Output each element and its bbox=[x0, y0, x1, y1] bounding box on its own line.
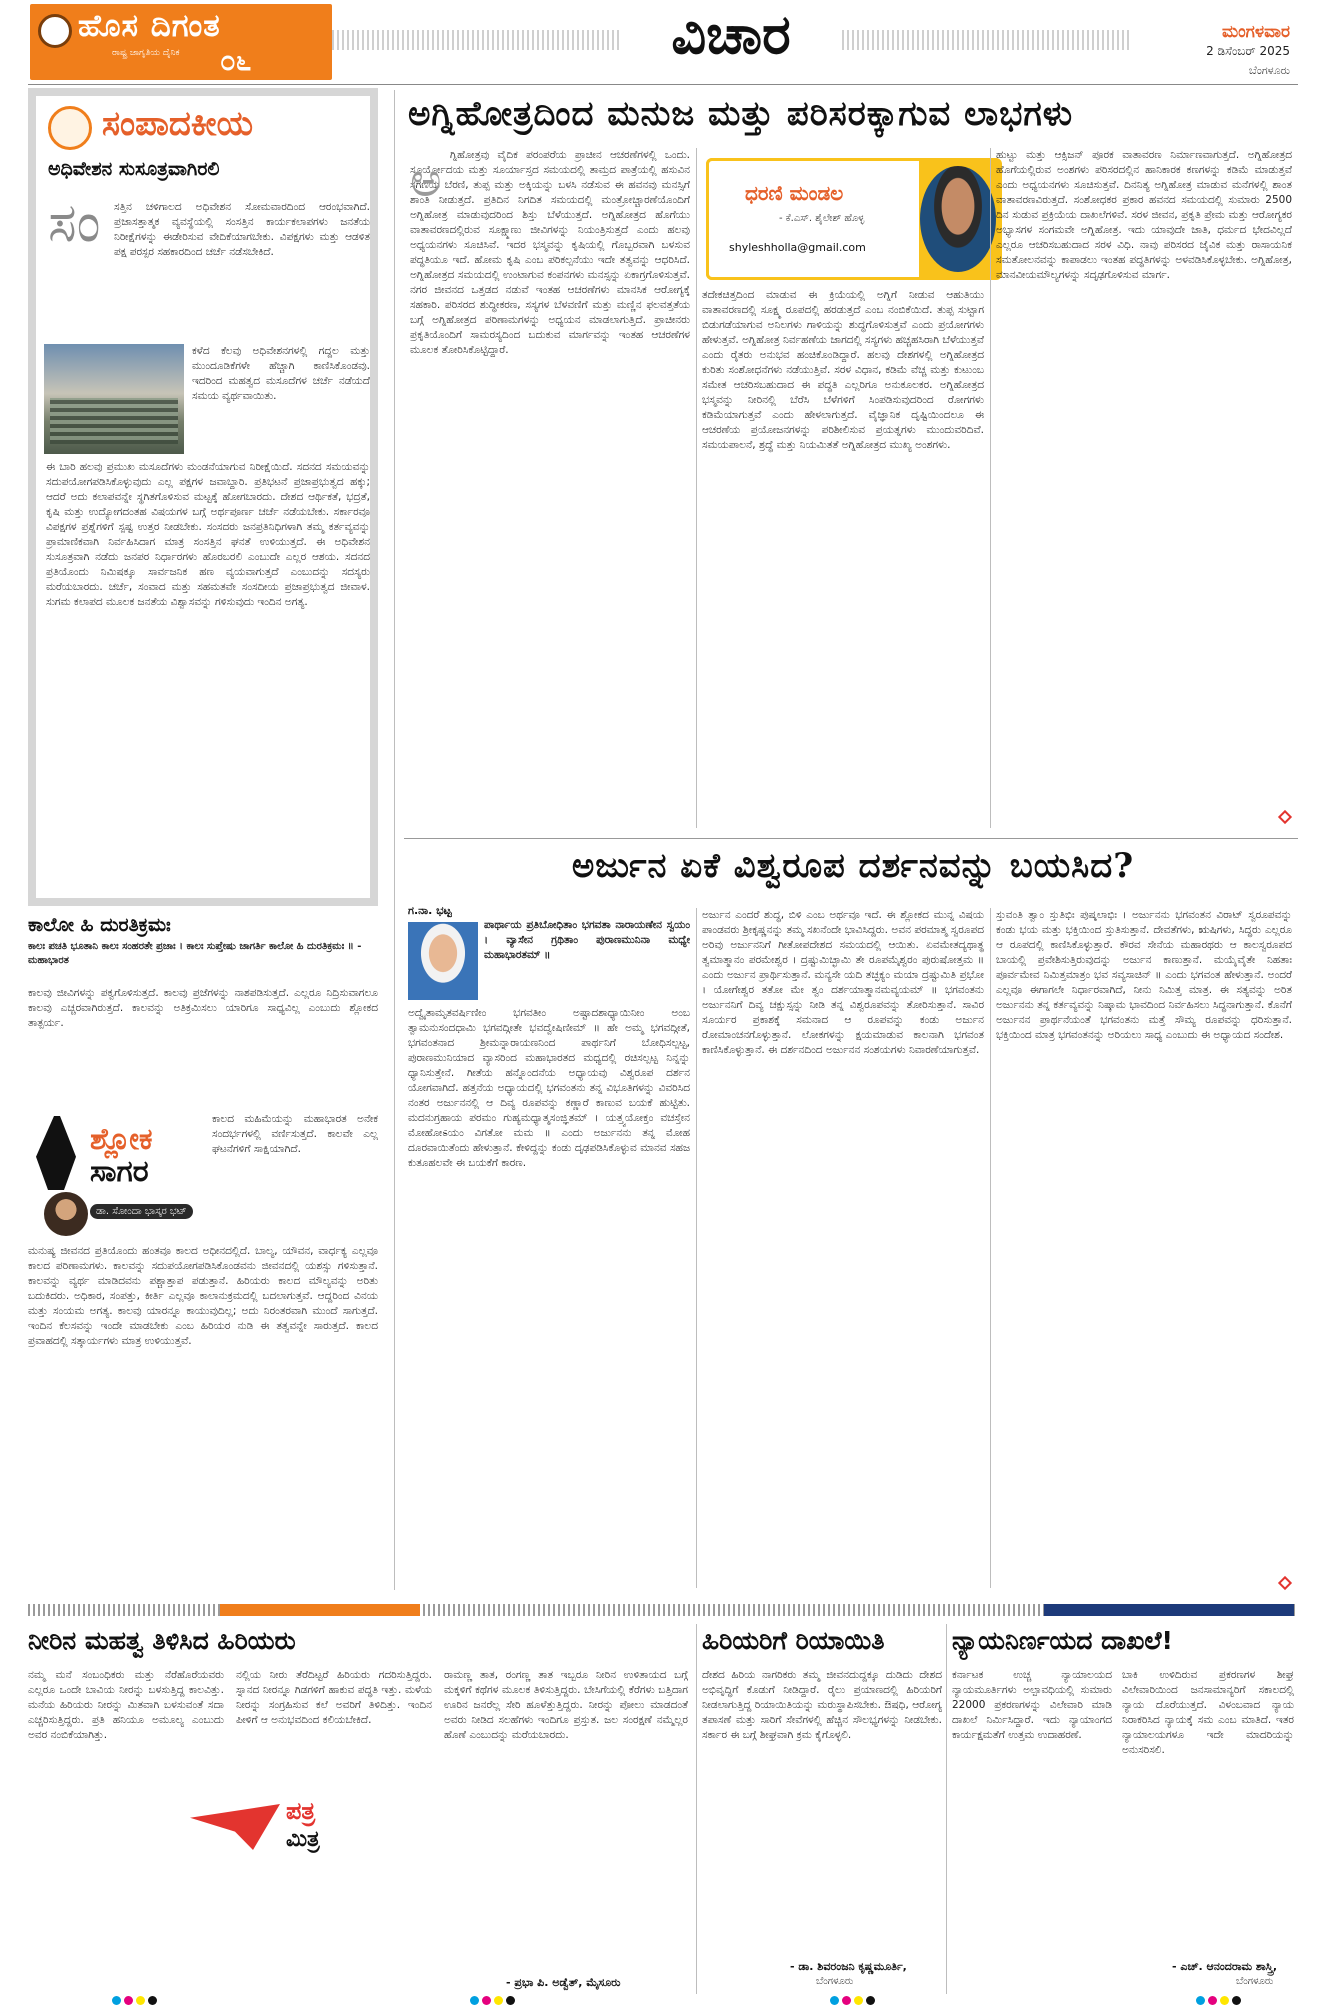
editorial-label: ಸಂಪಾದಕೀಯ bbox=[102, 104, 253, 144]
article-arjuna-author: ಗ.ನಾ. ಭಟ್ಟ bbox=[408, 904, 452, 917]
letter-justice-col-1: ಕರ್ನಾಟಕ ಉಚ್ಚ ನ್ಯಾಯಾಲಯದ ನ್ಯಾಯಮೂರ್ತಿಗಳು ಅಲ್ಪಾವಧಿಯಲ್ಲಿ ಸುಮಾರು 22000 ಪ್ರಕರಣಗಳನ್ನು ವಿಲೇವಾರಿ ಮಾಡಿ ದಾಖಲೆ ನಿರ್ಮಿಸಿದ್ದಾರೆ. ಇದು ನ್ಯಾಯಾಂಗದ ಕಾರ್ಯಕ್ಷಮತೆಗೆ ಉತ್ತಮ ಉದಾಹರಣೆ. bbox=[952, 1669, 1112, 1741]
column-name: ಧರಣಿ ಮಂಡಲ bbox=[745, 181, 844, 205]
article-arjuna-verse: ಪಾರ್ಥಾಯ ಪ್ರತಿಬೋಧಿತಾಂ ಭಗವತಾ ನಾರಾಯಣೇನ ಸ್ವಯಂ । ವ್ಯಾಸೇನ ಗ್ರಥಿತಾಂ ಪುರಾಣಮುನಿನಾ ಮಧ್ಯೇ ಮಹಾಭಾರತಮ್ ॥ bbox=[484, 919, 690, 961]
article-agnihotra-col-2: ತದೇಕಚಿತ್ತದಿಂದ ಮಾಡುವ ಈ ಕ್ರಿಯೆಯಲ್ಲಿ ಅಗ್ನಿಗೆ ನೀಡುವ ಆಹುತಿಯು ವಾತಾವರಣದಲ್ಲಿ ಸೂಕ್ಷ್ಮ ರೂಪದಲ್ಲಿ ಹರಡುತ್ತದೆ ಎಂಬ ನಂಬಿಕೆಯಿದೆ. ತುಪ್ಪ ಸುಟ್ಟಾಗ ಬಿಡುಗಡೆಯಾಗುವ ಅನಿಲಗಳು ಗಾಳಿಯನ್ನು ಶುದ್ಧಗೊಳಿಸುತ್ತವೆ ಎಂದು ಪ್ರಯೋಗಗಳು ಹೇಳುತ್ತವೆ. ಅಗ್ನಿಹೋತ್ರ ನಿರ್ವಹಣೆಯ ಜಾಗದಲ್ಲಿ ಸಸ್ಯಗಳು ಹಚ್ಚಹಸಿರಾಗಿ ಬೆಳೆಯುತ್ತವೆ ಎಂದು ರೈತರು ಅನುಭವ ಹಂಚಿಕೊಂಡಿದ್ದಾರೆ. ಹಲವು ದೇಶಗಳಲ್ಲಿ ಅಗ್ನಿಹೋತ್ರದ ಕುರಿತು ಸಂಶೋಧನೆಗಳು ನಡೆಯುತ್ತಿವೆ. ಸರಳ ವಿಧಾನ, ಕಡಿಮೆ ವೆಚ್ಚ ಮತ್ತು ಕುಟುಂಬ ಸಮೇತ ಆಚರಿಸಬಹುದಾದ ಈ ಪದ್ಧತಿ ಎಲ್ಲರಿಗೂ ಅನುಕೂಲಕರ. ಅಗ್ನಿಹೋತ್ರದ ಭಸ್ಮವನ್ನು ನೀರಿನಲ್ಲಿ ಬೆರೆಸಿ ಬೆಳೆಗಳಿಗೆ ಸಿಂಪಡಿಸುವುದರಿಂದ ರೋಗಗಳು ಕಡಿಮೆಯಾಗುತ್ತವೆ ಎಂದು ಹೇಳಲಾಗುತ್ತದೆ. ವೈಜ್ಞಾನಿಕ ದೃಷ್ಟಿಯಿಂದಲೂ ಈ ಆಚರಣೆಯ ಪ್ರಯೋಜನಗಳನ್ನು ಪರಿಶೀಲಿಸುವ ಪ್ರಯತ್ನಗಳು ಮುಂದುವರಿದಿವೆ. ಸಮಯಪಾಲನೆ, ಶ್ರದ್ಧೆ ಮತ್ತು ನಿಯಮಿತತೆ ಅಗ್ನಿಹೋತ್ರದ ಮುಖ್ಯ ಅಂಶಗಳು. bbox=[702, 289, 984, 451]
hatch-divider-left bbox=[332, 30, 622, 50]
letter-elders-signature: - ಡಾ. ಶಿವರಂಜನಿ ಕೃಷ್ಣಮೂರ್ತಿ, bbox=[790, 1960, 907, 1973]
paper-logo[interactable] bbox=[30, 4, 332, 80]
author-avatar bbox=[44, 1192, 88, 1236]
quill-pen-icon bbox=[36, 1116, 76, 1190]
letter-elders-body: ದೇಶದ ಹಿರಿಯ ನಾಗರಿಕರು ತಮ್ಮ ಜೀವನದುದ್ದಕ್ಕೂ ದುಡಿದು ದೇಶದ ಅಭಿವೃದ್ಧಿಗೆ ಕೊಡುಗೆ ನೀಡಿದ್ದಾರೆ. ರೈಲು ಪ್ರಯಾಣದಲ್ಲಿ ಹಿರಿಯರಿಗೆ ನೀಡಲಾಗುತ್ತಿದ್ದ ರಿಯಾಯಿತಿಯನ್ನು ಮರುಸ್ಥಾಪಿಸಬೇಕು. ಔಷಧಿ, ಆರೋಗ್ಯ ತಪಾಸಣೆ ಮತ್ತು ಸಾರಿಗೆ ಸೇವೆಗಳಲ್ಲಿ ಹೆಚ್ಚಿನ ಸೌಲಭ್ಯಗಳನ್ನು ನೀಡಬೇಕು. ಸರ್ಕಾರ ಈ ಬಗ್ಗೆ ಶೀಘ್ರವಾಗಿ ಕ್ರಮ ಕೈಗೊಳ್ಳಲಿ. bbox=[702, 1669, 942, 1741]
print-registration-marks bbox=[112, 1996, 157, 2006]
letter-water-headline[interactable]: ನೀರಿನ ಮಹತ್ವ ತಿಳಿಸಿದ ಹಿರಿಯರು bbox=[28, 1626, 296, 1655]
article-arjuna-col-1: ಅದ್ವೈತಾಮೃತವರ್ಷಿಣೀಂ ಭಗವತೀಂ ಅಷ್ಟಾದಶಾಧ್ಯಾಯಿನೀಂ ಅಂಬ ತ್ವಾಮನುಸಂದಧಾಮಿ ಭಗವದ್ಗೀತೇ ಭವದ್ವೇಷಿಣೀಮ್ ॥ ಹೇ ಅಮ್ಮ ಭಗವದ್ಗೀತೆ, ಭಗವಂತನಾದ ಶ್ರೀಮನ್ನಾರಾಯಣನಿಂದ ಪಾರ್ಥನಿಗೆ ಬೋಧಿಸಲ್ಪಟ್ಟ, ಪುರಾಣಮುನಿಯಾದ ವ್ಯಾಸರಿಂದ ಮಹಾಭಾರತದ ಮಧ್ಯದಲ್ಲಿ ರಚಿಸಲ್ಪಟ್ಟ ನಿನ್ನನ್ನು ಧ್ಯಾನಿಸುತ್ತೇನೆ. ಗೀತೆಯ ಹನ್ನೊಂದನೆಯ ಅಧ್ಯಾಯವು ವಿಶ್ವರೂಪ ದರ್ಶನ ಯೋಗವಾಗಿದೆ. ಹತ್ತನೆಯ ಅಧ್ಯಾಯದಲ್ಲಿ ಭಗವಂತನು ತನ್ನ ವಿಭೂತಿಗಳನ್ನು ವಿವರಿಸಿದ ನಂತರ ಅರ್ಜುನನಲ್ಲಿ ಆ ದಿವ್ಯ ರೂಪವನ್ನು ಕಣ್ಣಾರೆ ಕಾಣುವ ಬಯಕೆ ಹುಟ್ಟಿತು. ಮದನುಗ್ರಹಾಯ ಪರಮಂ ಗುಹ್ಯಮಧ್ಯಾತ್ಮಸಂಜ್ಞಿತಮ್ । ಯತ್ತ್ವಯೋಕ್ತಂ ವಚಸ್ತೇನ ಮೋಹೋಽಯಂ ವಿಗತೋ ಮಮ ॥ ಎಂದು ಅರ್ಜುನನು ತನ್ನ ಮೋಹ ದೂರವಾಯಿತೆಂದು ಹೇಳುತ್ತಾನೆ. ಕೇಳಿದ್ದನ್ನು ಕಂಡು ದೃಢಪಡಿಸಿಕೊಳ್ಳುವ ಮಾನವ ಸಹಜ ಕುತೂಹಲವೇ ಈ ಬಯಕೆಗೆ ಕಾರಣ. bbox=[408, 1007, 690, 1169]
article-arjuna-headline[interactable]: ಅರ್ಜುನ ಏಕೆ ವಿಶ್ವರೂಪ ದರ್ಶನವನ್ನು ಬಯಸಿದ? bbox=[571, 846, 1135, 886]
issue-date: 2 ಡಿಸೆಂಬರ್ 2025 bbox=[1206, 44, 1290, 58]
column-title bbox=[90, 1124, 153, 1188]
lamp-emblem-icon bbox=[38, 14, 72, 48]
editorial-headline[interactable]: ಅಧಿವೇಶನ ಸುಸೂತ್ರವಾಗಿರಲಿ bbox=[48, 158, 220, 180]
column-author: ಡಾ. ಸೋಂದಾ ಭಾಸ್ಕರ ಭಟ್ bbox=[90, 1204, 193, 1219]
column-title-line-2: ಸಾಗರ bbox=[90, 1154, 149, 1189]
letter-justice-signature: - ಎಚ್. ಆನಂದರಾಮ ಶಾಸ್ತ್ರಿ, bbox=[1172, 1960, 1278, 1973]
editorial-dropcap: ಸಂ bbox=[48, 191, 101, 254]
hatch-divider-right bbox=[842, 30, 1132, 50]
page-number: ೦೬ bbox=[220, 44, 252, 77]
section-band-accent-blue bbox=[1044, 1604, 1294, 1616]
shloka-text-side: ಕಾಲದ ಮಹಿಮೆಯನ್ನು ಮಹಾಭಾರತ ಅನೇಕ ಸಂದರ್ಭಗಳಲ್ಲಿ ವರ್ಣಿಸುತ್ತದೆ. ಕಾಲವೇ ಎಲ್ಲ ಘಟನೆಗಳಿಗೆ ಸಾಕ್ಷಿಯಾಗಿದೆ. bbox=[212, 1113, 378, 1155]
article-arjuna-author-photo bbox=[408, 922, 478, 1000]
shloka-sagara-column-badge bbox=[30, 1112, 206, 1238]
article-agnihotra-headline[interactable]: ಅಗ್ನಿಹೋತ್ರದಿಂದ ಮನುಜ ಮತ್ತು ಪರಿಸರಕ್ಕಾಗುವ ಲಾಭಗಳು bbox=[408, 94, 1074, 134]
columnist-email[interactable]: shyleshholla@gmail.com bbox=[729, 241, 866, 254]
letter-justice-col-2: ಬಾಕಿ ಉಳಿದಿರುವ ಪ್ರಕರಣಗಳ ಶೀಘ್ರ ವಿಲೇವಾರಿಯಿಂದ ಜನಸಾಮಾನ್ಯರಿಗೆ ಸಕಾಲದಲ್ಲಿ ನ್ಯಾಯ ದೊರೆಯುತ್ತದೆ. ವಿಳಂಬವಾದ ನ್ಯಾಯ ನಿರಾಕರಿಸಿದ ನ್ಯಾಯಕ್ಕೆ ಸಮ ಎಂಬ ಮಾತಿದೆ. ಇತರ ನ್ಯಾಯಾಲಯಗಳೂ ಇದೇ ಮಾದರಿಯನ್ನು ಅನುಸರಿಸಲಿ. bbox=[1122, 1669, 1294, 1756]
paper-plane-icon bbox=[190, 1804, 280, 1850]
masthead bbox=[0, 0, 1326, 82]
letter-water-col-2: ನಲ್ಲಿಯ ನೀರು ತೆರೆದಿಟ್ಟರೆ ಹಿರಿಯರು ಗದರಿಸುತ್ತಿದ್ದರು. ಸ್ನಾನದ ನೀರನ್ನೂ ಗಿಡಗಳಿಗೆ ಹಾಕುವ ಪದ್ಧತಿ ಇತ್ತು. ಮಳೆಯ ನೀರನ್ನು ಸಂಗ್ರಹಿಸುವ ಕಲೆ ಅವರಿಗೆ ತಿಳಿದಿತ್ತು. ಇಂದಿನ ಪೀಳಿಗೆ ಆ ಅನುಭವದಿಂದ ಕಲಿಯಬೇಕಿದೆ. bbox=[236, 1669, 432, 1726]
shloka-text-intro: ಕಾಲವು ಜೀವಿಗಳನ್ನು ಪಕ್ವಗೊಳಿಸುತ್ತದೆ. ಕಾಲವು ಪ್ರಜೆಗಳನ್ನು ನಾಶಪಡಿಸುತ್ತದೆ. ಎಲ್ಲರೂ ನಿದ್ರಿಸುವಾಗಲೂ ಕಾಲವು ಎಚ್ಚರವಾಗಿರುತ್ತದೆ. ಕಾಲವನ್ನು ಅತಿಕ್ರಮಿಸಲು ಯಾರಿಗೂ ಸಾಧ್ಯವಿಲ್ಲ ಎಂಬುದು ಶ್ಲೋಕದ ತಾತ್ಪರ್ಯ. bbox=[28, 987, 378, 1029]
article-arjuna-col-3: ಸ್ತುವಂತಿ ತ್ವಾಂ ಸ್ತುತಿಭಿಃ ಪುಷ್ಕಲಾಭಿಃ । ಅರ್ಜುನನು ಭಗವಂತನ ವಿರಾಟ್ ಸ್ವರೂಪವನ್ನು ಕಂಡು ಭಯ ಮತ್ತು ಭಕ್ತಿಯಿಂದ ಸ್ತುತಿಸುತ್ತಾನೆ. ದೇವತೆಗಳು, ಋಷಿಗಳು, ಸಿದ್ಧರು ಎಲ್ಲರೂ ಆ ರೂಪದಲ್ಲಿ ಕಾಣಿಸಿಕೊಳ್ಳುತ್ತಾರೆ. ಕೌರವ ಸೇನೆಯ ಮಹಾರಥರು ಆ ಕಾಲಸ್ವರೂಪದ ಬಾಯಲ್ಲಿ ಪ್ರವೇಶಿಸುತ್ತಿರುವುದನ್ನು ಅರ್ಜುನ ಕಾಣುತ್ತಾನೆ. ಮಯೈವೈತೇ ನಿಹತಾಃ ಪೂರ್ವಮೇವ ನಿಮಿತ್ತಮಾತ್ರಂ ಭವ ಸವ್ಯಸಾಚಿನ್ ॥ ಎಂದು ಭಗವಂತ ಹೇಳುತ್ತಾನೆ. ಅಂದರೆ ಎಲ್ಲವೂ ಈಗಾಗಲೇ ನಿರ್ಧಾರವಾಗಿದೆ, ನೀನು ನಿಮಿತ್ತ ಮಾತ್ರ. ಈ ಸತ್ಯವನ್ನು ಅರಿತ ಅರ್ಜುನನು ತನ್ನ ಕರ್ತವ್ಯವನ್ನು ನಿಷ್ಕಾಮ ಭಾವದಿಂದ ನಿರ್ವಹಿಸಲು ಸಿದ್ಧನಾಗುತ್ತಾನೆ. ಕೊನೆಗೆ ಅರ್ಜುನನ ಪ್ರಾರ್ಥನೆಯಂತೆ ಭಗವಂತನು ಮತ್ತೆ ಸೌಮ್ಯ ರೂಪವನ್ನು ಧರಿಸುತ್ತಾನೆ. ಭಕ್ತಿಯಿಂದ ಮಾತ್ರ ಭಗವಂತನನ್ನು ಅರಿಯಲು ಸಾಧ್ಯ ಎಂಬುದು ಈ ಅಧ್ಯಾಯದ ಸಂದೇಶ. bbox=[996, 909, 1292, 1041]
letter-justice-city: ಬೆಂಗಳೂರು bbox=[1236, 1976, 1274, 1987]
article-arjuna-col-2: ಅರ್ಜುನ ಎಂದರೆ ಶುದ್ಧ, ಬಿಳಿ ಎಂಬ ಅರ್ಥವೂ ಇದೆ. ಈ ಶ್ಲೋಕದ ಮುನ್ನ ವಿಷಯ ಪಾಂಡವರು ಶ್ರೀಕೃಷ್ಣನನ್ನು ತಮ್ಮ ಸಖನೆಂದೇ ಭಾವಿಸಿದ್ದರು. ಅವನ ಪರಮಾತ್ಮ ಸ್ವರೂಪದ ಅರಿವು ಅರ್ಜುನನಿಗೆ ಗೀತೋಪದೇಶದ ಸಮಯದಲ್ಲಿ ಆಯಿತು. ಏವಮೇತದ್ಯಥಾತ್ಥ ತ್ವಮಾತ್ಮಾನಂ ಪರಮೇಶ್ವರ । ದ್ರಷ್ಟುಮಿಚ್ಛಾಮಿ ತೇ ರೂಪಮೈಶ್ವರಂ ಪುರುಷೋತ್ತಮ ॥ ಎಂದು ಅರ್ಜುನ ಪ್ರಾರ್ಥಿಸುತ್ತಾನೆ. ಮನ್ಯಸೇ ಯದಿ ತಚ್ಛಕ್ಯಂ ಮಯಾ ದ್ರಷ್ಟುಮಿತಿ ಪ್ರಭೋ । ಯೋಗೇಶ್ವರ ತತೋ ಮೇ ತ್ವಂ ದರ್ಶಯಾತ್ಮಾನಮವ್ಯಯಮ್ ॥ ಭಗವಂತನು ಅರ್ಜುನನಿಗೆ ದಿವ್ಯ ಚಕ್ಷುಸ್ಸನ್ನು ನೀಡಿ ತನ್ನ ವಿಶ್ವರೂಪವನ್ನು ತೋರಿಸುತ್ತಾನೆ. ಸಾವಿರ ಸೂರ್ಯರ ಪ್ರಕಾಶಕ್ಕೆ ಸಮನಾದ ಆ ರೂಪವನ್ನು ಕಂಡು ಅರ್ಜುನ ರೋಮಾಂಚನಗೊಳ್ಳುತ್ತಾನೆ. ಲೋಕಗಳನ್ನು ಕ್ಷಯಮಾಡುವ ಕಾಲನಾಗಿ ಭಗವಂತ ಕಾಣಿಸಿಕೊಳ್ಳುತ್ತಾನೆ. ಈ ದರ್ಶನದಿಂದ ಅರ್ಜುನನ ಸಂಶಯಗಳು ನಿವಾರಣೆಯಾಗುತ್ತವೆ. bbox=[702, 909, 984, 1056]
letter-water-col-1: ನಮ್ಮ ಮನೆ ಸಂಬಂಧಿಕರು ಮತ್ತು ನೆರೆಹೊರೆಯವರು ಎಲ್ಲರೂ ಒಂದೇ ಬಾವಿಯ ನೀರನ್ನು ಬಳಸುತ್ತಿದ್ದ ಕಾಲವಿತ್ತು. ಮನೆಯ ಹಿರಿಯರು ನೀರನ್ನು ಮಿತವಾಗಿ ಬಳಸುವಂತೆ ಸದಾ ಎಚ್ಚರಿಸುತ್ತಿದ್ದರು. ಪ್ರತಿ ಹನಿಯೂ ಅಮೂಲ್ಯ ಎಂಬುದು ಅವರ ನಂಬಿಕೆಯಾಗಿತ್ತು. bbox=[28, 1669, 224, 1741]
shloka-headline[interactable]: ಕಾಲೋ ಹಿ ದುರತಿಕ್ರಮಃ bbox=[28, 914, 171, 936]
editorial-text-side: ಕಳೆದ ಕೆಲವು ಅಧಿವೇಶನಗಳಲ್ಲಿ ಗದ್ದಲ ಮತ್ತು ಮುಂದೂಡಿಕೆಗಳೇ ಹೆಚ್ಚಾಗಿ ಕಾಣಿಸಿಕೊಂಡವು. ಇದರಿಂದ ಮಹತ್ವದ ಮಸೂದೆಗಳ ಚರ್ಚೆ ನಡೆಯದೆ ಸಮಯ ವ್ಯರ್ಥವಾಯಿತು. bbox=[192, 345, 370, 402]
paper-name: ಹೊಸ ದಿಗಂತ bbox=[78, 8, 221, 44]
edition-city: ಬೆಂಗಳೂರು bbox=[1248, 64, 1290, 77]
letter-elders-headline[interactable]: ಹಿರಿಯರಿಗೆ ರಿಯಾಯಿತಿ bbox=[702, 1626, 885, 1655]
letter-water-col-3: ರಾಮಣ್ಣ ತಾತ, ರಂಗಣ್ಣ ತಾತ ಇಬ್ಬರೂ ನೀರಿನ ಉಳಿತಾಯದ ಬಗ್ಗೆ ಮಕ್ಕಳಿಗೆ ಕಥೆಗಳ ಮೂಲಕ ತಿಳಿಸುತ್ತಿದ್ದರು. ಬೇಸಿಗೆಯಲ್ಲಿ ಕೆರೆಗಳು ಬತ್ತಿದಾಗ ಊರಿನ ಜನರೆಲ್ಲ ಸೇರಿ ಹೂಳೆತ್ತುತ್ತಿದ್ದರು. ನೀರನ್ನು ಪೋಲು ಮಾಡದಂತೆ ಅವರು ನೀಡಿದ ಸಲಹೆಗಳು ಇಂದಿಗೂ ಪ್ರಸ್ತುತ. ಜಲ ಸಂರಕ್ಷಣೆ ನಮ್ಮೆಲ್ಲರ ಹೊಣೆ ಎಂಬುದನ್ನು ಮರೆಯಬಾರದು. bbox=[444, 1669, 688, 1741]
editorial-text-body: ಈ ಬಾರಿ ಹಲವು ಪ್ರಮುಖ ಮಸೂದೆಗಳು ಮಂಡನೆಯಾಗುವ ನಿರೀಕ್ಷೆಯಿದೆ. ಸದನದ ಸಮಯವನ್ನು ಸದುಪಯೋಗಪಡಿಸಿಕೊಳ್ಳುವುದು ಎಲ್ಲ ಪಕ್ಷಗಳ ಜವಾಬ್ದಾರಿ. ಪ್ರತಿಭಟನೆ ಪ್ರಜಾಪ್ರಭುತ್ವದ ಹಕ್ಕು; ಆದರೆ ಅದು ಕಲಾಪವನ್ನೇ ಸ್ಥಗಿತಗೊಳಿಸುವ ಮಟ್ಟಕ್ಕೆ ಹೋಗಬಾರದು. ದೇಶದ ಆರ್ಥಿಕತೆ, ಭದ್ರತೆ, ಕೃಷಿ ಮತ್ತು ಉದ್ಯೋಗದಂತಹ ವಿಷಯಗಳ ಬಗ್ಗೆ ಅರ್ಥಪೂರ್ಣ ಚರ್ಚೆ ನಡೆಯಬೇಕು. ಸರ್ಕಾರವೂ ವಿಪಕ್ಷಗಳ ಪ್ರಶ್ನೆಗಳಿಗೆ ಸ್ಪಷ್ಟ ಉತ್ತರ ನೀಡಬೇಕು. ಸಂಸದರು ಜನಪ್ರತಿನಿಧಿಗಳಾಗಿ ತಮ್ಮ ಕರ್ತವ್ಯವನ್ನು ಪ್ರಾಮಾಣಿಕವಾಗಿ ನಿರ್ವಹಿಸಿದಾಗ ಮಾತ್ರ ಸಂಸತ್ತಿನ ಘನತೆ ಉಳಿಯುತ್ತದೆ. ಈ ಅಧಿವೇಶನ ಸುಸೂತ್ರವಾಗಿ ನಡೆದು ಜನಪರ ನಿರ್ಧಾರಗಳು ಹೊರಬರಲಿ ಎಂಬುದೇ ಎಲ್ಲರ ಆಶಯ. ಸದನದ ಪ್ರತಿಯೊಂದು ನಿಮಿಷಕ್ಕೂ ಸಾರ್ವಜನಿಕ ಹಣ ವ್ಯಯವಾಗುತ್ತದೆ ಎಂಬುದನ್ನು ಸದಸ್ಯರು ಮರೆಯಬಾರದು. ಚರ್ಚೆ, ಸಂವಾದ ಮತ್ತು ಸಹಮತವೇ ಸಂಸದೀಯ ಪ್ರಜಾಪ್ರಭುತ್ವದ ಜೀವಾಳ. ಸುಗಮ ಕಲಾಪದ ಮೂಲಕ ಜನತೆಯ ವಿಶ್ವಾಸವನ್ನು ಗಳಿಸುವುದು ಇಂದಿನ ಅಗತ್ಯ. bbox=[46, 461, 370, 608]
editorial-text-intro: ಸತ್ತಿನ ಚಳಿಗಾಲದ ಅಧಿವೇಶನ ಸೋಮವಾರದಿಂದ ಆರಂಭವಾಗಿದೆ. ಪ್ರಜಾಸತ್ತಾತ್ಮಕ ವ್ಯವಸ್ಥೆಯಲ್ಲಿ ಸಂಸತ್ತಿನ ಕಾರ್ಯಕಲಾಪಗಳು ಜನತೆಯ ನಿರೀಕ್ಷೆಗಳನ್ನು ಈಡೇರಿಸುವ ವೇದಿಕೆಯಾಗಬೇಕು. ವಿಪಕ್ಷಗಳು ಮತ್ತು ಆಡಳಿತ ಪಕ್ಷ ಪರಸ್ಪರ ಸಹಕಾರದಿಂದ ಚರ್ಚೆ ನಡೆಸಬೇಕಿದೆ. bbox=[114, 201, 370, 258]
paper-tagline: ರಾಷ್ಟ್ರ ಜಾಗೃತಿಯ ದೈನಿಕ bbox=[112, 48, 180, 58]
section-band-accent-orange bbox=[220, 1604, 420, 1616]
patra-title: ಪತ್ರ bbox=[286, 1796, 316, 1825]
print-registration-marks bbox=[830, 1996, 875, 2006]
letter-justice-headline[interactable]: ನ್ಯಾಯನಿರ್ಣಯದ ದಾಖಲೆ! bbox=[952, 1626, 1173, 1655]
article-agnihotra-dropcap: ಅ bbox=[410, 152, 442, 208]
print-registration-marks bbox=[1196, 1996, 1241, 2006]
letter-water-signature: - ಪ್ರಭಾ ಪಿ. ಅಡ್ವೆತ್, ಮೈಸೂರು bbox=[506, 1976, 621, 1989]
patra-mitra-badge bbox=[190, 1796, 360, 1860]
shloka-text-body: ಮನುಷ್ಯ ಜೀವನದ ಪ್ರತಿಯೊಂದು ಹಂತವೂ ಕಾಲದ ಅಧೀನದಲ್ಲಿದೆ. ಬಾಲ್ಯ, ಯೌವನ, ವಾರ್ಧಕ್ಯ ಎಲ್ಲವೂ ಕಾಲದ ಪರಿಣಾಮಗಳು. ಕಾಲವನ್ನು ಸದುಪಯೋಗಪಡಿಸಿಕೊಂಡವನು ಜೀವನದಲ್ಲಿ ಯಶಸ್ಸು ಗಳಿಸುತ್ತಾನೆ. ಕಾಲವನ್ನು ವ್ಯರ್ಥ ಮಾಡಿದವನು ಪಶ್ಚಾತ್ತಾಪ ಪಡುತ್ತಾನೆ. ಹಿರಿಯರು ಕಾಲದ ಮೌಲ್ಯವನ್ನು ಅರಿತು ಬದುಕಿದರು. ಅಧಿಕಾರ, ಸಂಪತ್ತು, ಕೀರ್ತಿ ಎಲ್ಲವೂ ಕಾಲಾನುಕ್ರಮದಲ್ಲಿ ಬದಲಾಗುತ್ತವೆ. ಆದ್ದರಿಂದ ವಿನಯ ಮತ್ತು ಸಂಯಮ ಅಗತ್ಯ. ಕಾಲವು ಯಾರನ್ನೂ ಕಾಯುವುದಿಲ್ಲ; ಅದು ನಿರಂತರವಾಗಿ ಮುಂದೆ ಸಾಗುತ್ತದೆ. ಇಂದಿನ ಕೆಲಸವನ್ನು ಇಂದೇ ಮಾಡಬೇಕು ಎಂಬ ಹಿರಿಯರ ನುಡಿ ಈ ತತ್ವವನ್ನೇ ಸಾರುತ್ತದೆ. ಕಾಲದ ಪ್ರವಾಹದಲ್ಲಿ ಸತ್ಕಾರ್ಯಗಳು ಮಾತ್ರ ಉಳಿಯುತ್ತವೆ. bbox=[28, 1245, 378, 1347]
column-title-line-1: ಶ್ಲೋಕ bbox=[90, 1122, 153, 1157]
print-registration-marks bbox=[470, 1996, 515, 2006]
patra-subtitle: ಮಿತ್ರ bbox=[286, 1826, 320, 1852]
article-agnihotra-col-3: ಹುಟ್ಟು ಮತ್ತು ಆಕ್ಸಿಜನ್ ಪೂರಕ ವಾತಾವರಣ ನಿರ್ಮಾಣವಾಗುತ್ತದೆ. ಅಗ್ನಿಹೋತ್ರದ ಹೊಗೆಯಲ್ಲಿರುವ ಅಂಶಗಳು ಪರಿಸರದಲ್ಲಿನ ಹಾನಿಕಾರಕ ಕಣಗಳನ್ನು ಕಡಿಮೆ ಮಾಡುತ್ತವೆ ಎಂದು ಅಧ್ಯಯನಗಳು ಸೂಚಿಸುತ್ತವೆ. ದಿನನಿತ್ಯ ಅಗ್ನಿಹೋತ್ರ ಮಾಡುವ ಮನೆಗಳಲ್ಲಿ ಶಾಂತ ವಾತಾವರಣವಿರುತ್ತದೆ. ಸಂಶೋಧಕರ ಪ್ರಕಾರ ಹವನದ ಸಮಯದಲ್ಲಿ ಸುಮಾರು 2500 ದಿನ ಸುಡುವ ಪ್ರಕ್ರಿಯೆಯ ದಾಖಲೆಗಳಿವೆ. ಸರಳ ಜೀವನ, ಪ್ರಕೃತಿ ಪ್ರೇಮ ಮತ್ತು ಆರೋಗ್ಯಕರ ಅಭ್ಯಾಸಗಳ ಸಂಗಮವೇ ಅಗ್ನಿಹೋತ್ರ. ಇದು ಯಾವುದೇ ಜಾತಿ, ಧರ್ಮದ ಭೇದವಿಲ್ಲದೆ ಎಲ್ಲರೂ ಆಚರಿಸಬಹುದಾದ ಸರಳ ವಿಧಿ. ನಾವು ಪರಿಸರದ ಜೈವಿಕ ಮತ್ತು ರಾಸಾಯನಿಕ ಸಮತೋಲನವನ್ನು ಕಾಪಾಡಲು ಇಂತಹ ಪದ್ಧತಿಗಳನ್ನು ಅಳವಡಿಸಿಕೊಳ್ಳಬೇಕು. ಅಗ್ನಿಹೋತ್ರ, ಮಾನವೀಯಮೌಲ್ಯಗಳನ್ನು ಸದೃಢಗೊಳಿಸುವ ಮಾರ್ಗ. bbox=[996, 149, 1292, 281]
editorial-emblem-icon bbox=[48, 106, 92, 150]
article-agnihotra-col-1: ಗ್ನಿಹೋತ್ರವು ವೈದಿಕ ಪರಂಪರೆಯ ಪ್ರಾಚೀನ ಆಚರಣೆಗಳಲ್ಲಿ ಒಂದು. ಸೂರ್ಯೋದಯ ಮತ್ತು ಸೂರ್ಯಾಸ್ತದ ಸಮಯದಲ್ಲಿ ತಾಮ್ರದ ಪಾತ್ರೆಯಲ್ಲಿ ಹಸುವಿನ ಸಗಣಿಯ ಬೆರಣಿ, ತುಪ್ಪ ಮತ್ತು ಅಕ್ಕಿಯನ್ನು ಬಳಸಿ ನಡೆಸುವ ಈ ಹವನವು ಮನಸ್ಸಿಗೆ ಶಾಂತಿ ನೀಡುತ್ತದೆ. ಪ್ರತಿದಿನ ನಿಗದಿತ ಸಮಯದಲ್ಲಿ ಮಂತ್ರೋಚ್ಚಾರಣೆಯೊಂದಿಗೆ ಅಗ್ನಿಹೋತ್ರ ಮಾಡುವುದರಿಂದ ಶಿಸ್ತು ಬೆಳೆಯುತ್ತದೆ. ಅಗ್ನಿಹೋತ್ರದ ಹೊಗೆಯು ವಾತಾವರಣದಲ್ಲಿರುವ ಸೂಕ್ಷ್ಮಾಣು ಜೀವಿಗಳನ್ನು ನಿಯಂತ್ರಿಸುತ್ತದೆ ಎಂದು ಹಲವು ಅಧ್ಯಯನಗಳು ಸೂಚಿಸಿವೆ. ಇದರ ಭಸ್ಮವನ್ನು ಕೃಷಿಯಲ್ಲಿ ಗೊಬ್ಬರವಾಗಿ ಬಳಸುವ ಪದ್ಧತಿಯೂ ಇದೆ. ಹೋಮ ಕೃಷಿ ಎಂಬ ಪರಿಕಲ್ಪನೆಯು ಇದೇ ತತ್ವವನ್ನು ಆಧರಿಸಿದೆ. ಅಗ್ನಿಹೋತ್ರದ ಸಮಯದಲ್ಲಿ ಉಂಟಾಗುವ ಕಂಪನಗಳು ಮನಸ್ಸನ್ನು ಏಕಾಗ್ರಗೊಳಿಸುತ್ತವೆ. ನಗರ ಜೀವನದ ಒತ್ತಡದ ನಡುವೆ ಇಂತಹ ಆಚರಣೆಗಳು ಮಾನಸಿಕ ಆರೋಗ್ಯಕ್ಕೆ ಸಹಕಾರಿ. ಪರಿಸರದ ಶುದ್ಧೀಕರಣ, ಸಸ್ಯಗಳ ಬೆಳವಣಿಗೆ ಮತ್ತು ಮಣ್ಣಿನ ಫಲವತ್ತತೆಯ ಬಗ್ಗೆ ಅಗ್ನಿಹೋತ್ರದ ಪರಿಣಾಮಗಳನ್ನು ಅಧ್ಯಯನ ಮಾಡಲಾಗುತ್ತಿದೆ. ಪ್ರಾಚೀನರು ಪ್ರಕೃತಿಯೊಂದಿಗೆ ಸಾಮರಸ್ಯದಿಂದ ಬದುಕುವ ಮಾರ್ಗವನ್ನು ಇಂತಹ ಆಚರಣೆಗಳ ಮೂಲಕ ತೋರಿಸಿಕೊಟ್ಟಿದ್ದಾರೆ. bbox=[410, 149, 690, 356]
columnist-byline: - ಕೆ.ಎಸ್. ಶೈಲೇಶ್ ಹೊಳ್ಳ bbox=[779, 213, 865, 224]
parliament-photo bbox=[44, 344, 184, 454]
letter-elders-city: ಬೆಂಗಳೂರು bbox=[816, 1976, 854, 1987]
issue-day: ಮಂಗಳವಾರ bbox=[1221, 22, 1290, 42]
editorial-box bbox=[28, 88, 378, 906]
shloka-verse: ಕಾಲಃ ಪಚತಿ ಭೂತಾನಿ ಕಾಲಃ ಸಂಹರತೇ ಪ್ರಜಾಃ । ಕಾಲಃ ಸುಪ್ತೇಷು ಜಾಗರ್ತಿ ಕಾಲೋ ಹಿ ದುರತಿಕ್ರಮಃ ॥ - ಮಹಾಭಾರತ bbox=[28, 941, 362, 966]
section-title: ವಿಚಾರ bbox=[671, 2, 791, 66]
